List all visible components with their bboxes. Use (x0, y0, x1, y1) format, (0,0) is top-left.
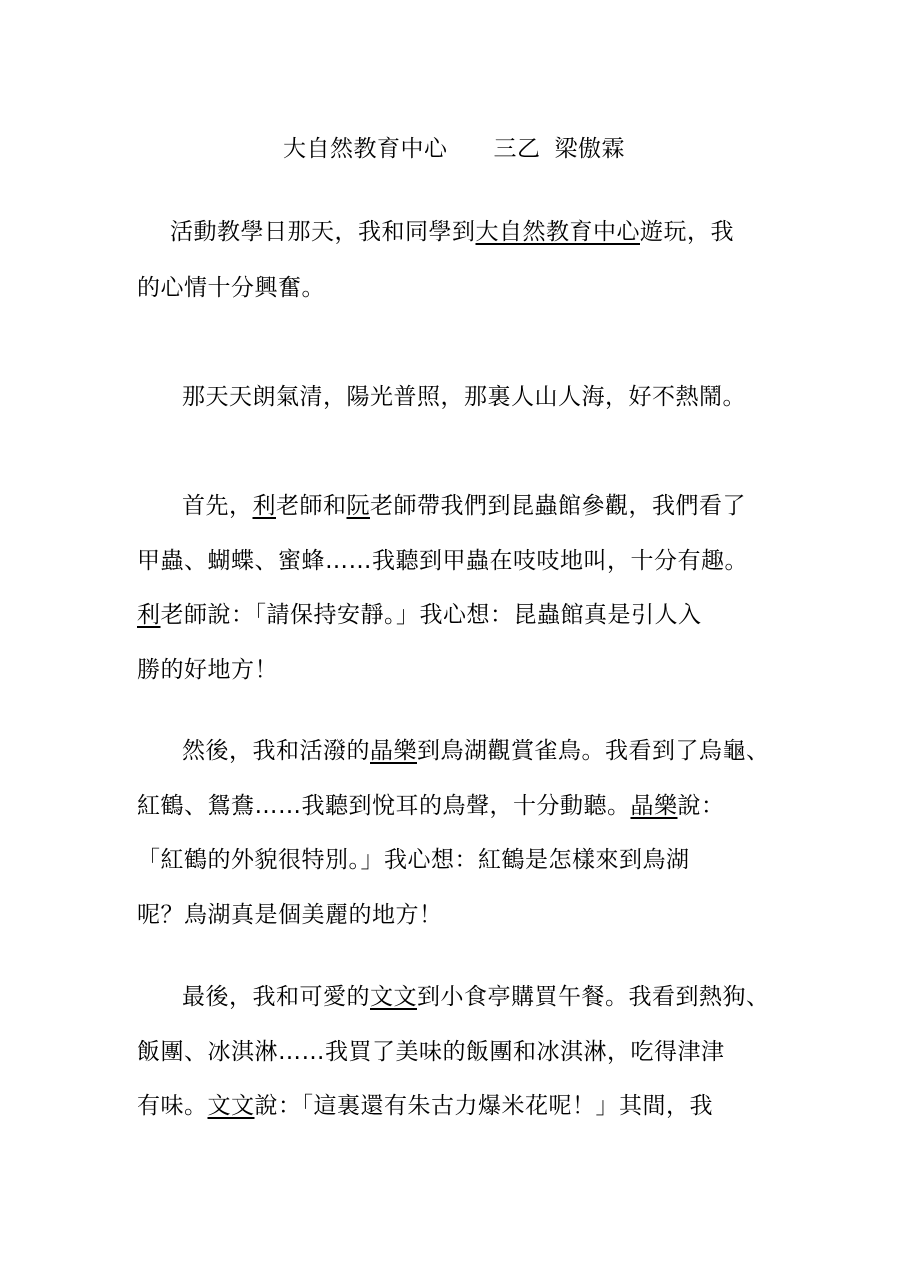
person-name: 晶樂 (630, 793, 678, 819)
place-name: 大自然教育中心 (475, 219, 640, 245)
person-name: 利 (137, 602, 161, 628)
paragraph-4-line-2: 紅鶴、鴛鴦……我聽到悅耳的鳥聲，十分動聽。晶樂說： (137, 793, 725, 819)
paragraph-5-line-3: 有味。文文說：「這裏還有朱古力爆米花呢！」其間，我 (137, 1093, 713, 1119)
person-name: 文文 (207, 1093, 255, 1119)
person-name: 利 (252, 493, 276, 519)
paragraph-5-line-1: 最後，我和可愛的文文到小食亭購買午餐。我看到熱狗、 (182, 984, 770, 1010)
paragraph-4-line-3: 「紅鶴的外貌很特別。」我心想：紅鶴是怎樣來到鳥湖 (137, 847, 690, 873)
paragraph-1-line-2: 的心情十分興奮。 (137, 275, 325, 301)
paragraph-1-line-1: 活動教學日那天，我和同學到大自然教育中心遊玩，我 (170, 219, 734, 245)
class-name: 三乙 (493, 136, 541, 162)
essay-title: 大自然教育中心 (283, 136, 448, 162)
paragraph-4-line-4: 呢？鳥湖真是個美麗的地方！ (137, 902, 443, 928)
author-name: 梁傲霖 (554, 136, 625, 162)
paragraph-3-line-2: 甲蟲、蝴蝶、蜜蜂……我聽到甲蟲在吱吱地叫，十分有趣。 (137, 548, 748, 574)
paragraph-3-line-4: 勝的好地方！ (137, 657, 278, 683)
title-line (283, 135, 625, 163)
paragraph-3-line-1: 首先，利老師和阮老師帶我們到昆蟲館參觀，我們看了 (182, 493, 746, 519)
person-name: 晶樂 (370, 738, 417, 764)
paragraph-3-line-3: 利老師說：「請保持安靜。」我心想：昆蟲館真是引人入 (137, 602, 702, 628)
person-name: 文文 (370, 984, 417, 1010)
paragraph-2-line-1: 那天天朗氣清，陽光普照，那裏人山人海，好不熱鬧。 (182, 384, 746, 410)
person-name: 阮 (346, 493, 370, 519)
paragraph-4-line-1: 然後，我和活潑的晶樂到鳥湖觀賞雀鳥。我看到了烏龜、 (182, 738, 770, 764)
paragraph-5-line-2: 飯團、冰淇淋……我買了美味的飯團和冰淇淋，吃得津津 (137, 1039, 725, 1065)
